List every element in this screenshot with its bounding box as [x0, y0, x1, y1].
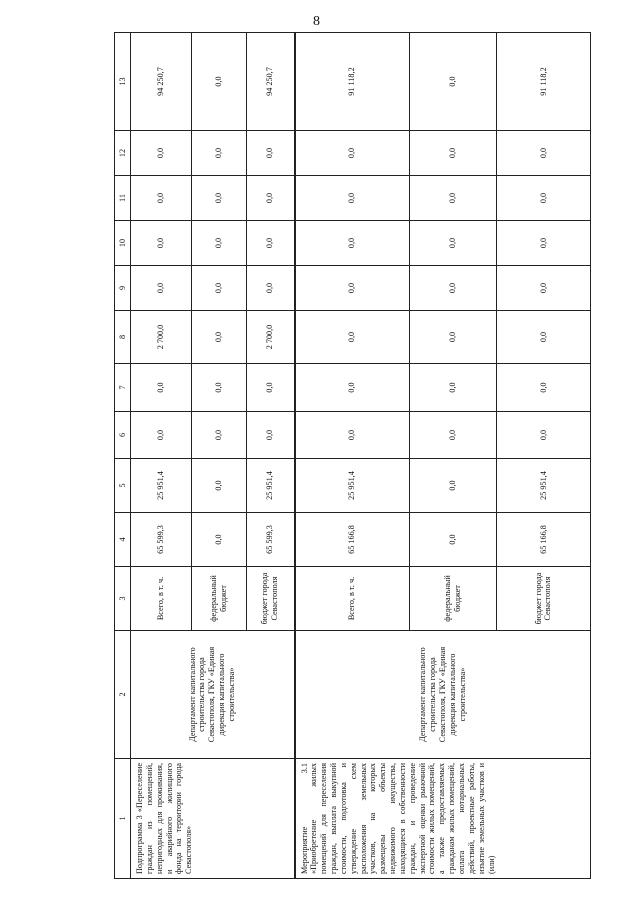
column-header-10: 10 — [115, 221, 131, 266]
value-cell: 0,0 — [295, 176, 410, 221]
value-cell: 0,0 — [191, 513, 246, 567]
value-cell: 0,0 — [131, 266, 192, 311]
column-header-9: 9 — [115, 266, 131, 311]
header-row — [115, 33, 131, 879]
column-header-13: 13 — [115, 33, 131, 131]
value-cell: 0,0 — [246, 131, 294, 176]
value-cell: 65 599,3 — [131, 513, 192, 567]
executor-cell: Департамент капитального строительства города Севастополя, ГКУ «Единая дирекция капитального строительства» — [131, 631, 295, 759]
program-title-cell: Подпрограмма 3 «Переселение граждан из помещений, непригодных для проживания, и аварийного жилищного фонда на территории города Севастополя» — [131, 759, 295, 879]
column-header-8: 8 — [115, 311, 131, 364]
value-cell: 0,0 — [409, 131, 496, 176]
table-row — [131, 33, 192, 879]
value-cell: 94 250,7 — [246, 33, 294, 131]
value-cell: 0,0 — [409, 176, 496, 221]
value-cell: 0,0 — [246, 364, 294, 412]
value-cell: 0,0 — [131, 364, 192, 412]
value-cell: 65 166,8 — [295, 513, 410, 567]
value-cell: 0,0 — [191, 131, 246, 176]
column-header-3: 3 — [115, 567, 131, 631]
funding-source-cell: бюджет города Севастополя — [246, 567, 294, 631]
column-header-5: 5 — [115, 459, 131, 513]
value-cell: 0,0 — [246, 266, 294, 311]
value-cell: 0,0 — [191, 33, 246, 131]
value-cell: 0,0 — [295, 221, 410, 266]
value-cell: 0,0 — [409, 311, 496, 364]
value-cell: 0,0 — [246, 221, 294, 266]
budget-table — [114, 32, 591, 879]
value-cell: 0,0 — [131, 131, 192, 176]
page-number: 8 — [313, 14, 320, 29]
value-cell: 0,0 — [496, 176, 590, 221]
value-cell: 0,0 — [295, 131, 410, 176]
funding-source-cell: Всего, в т. ч. — [295, 567, 410, 631]
program-title-cell: Мероприятие 3.1 «Приобретение жилых помещений для переселения граждан, выплата выкупной стоимости, подготовка и утверждение схем расположения земельных участков, на которых размещены объекты недвижимого имущества, находящиеся в собственности граждан, и проведение экспертной оценки рыночной стоимости жилых помещений, а также предоставляемых гражданам жилых помещений, оплата нотариальных действий, проектные работы, изъятие земельных участков и (или) — [295, 759, 591, 879]
value-cell: 2 700,0 — [246, 311, 294, 364]
value-cell: 0,0 — [496, 364, 590, 412]
value-cell: 0,0 — [496, 412, 590, 459]
value-cell: 2 700,0 — [131, 311, 192, 364]
value-cell: 0,0 — [409, 412, 496, 459]
value-cell: 0,0 — [191, 311, 246, 364]
value-cell: 0,0 — [496, 131, 590, 176]
value-cell: 0,0 — [295, 311, 410, 364]
value-cell: 0,0 — [191, 176, 246, 221]
column-header-1: 1 — [115, 759, 131, 879]
executor-cell: Департамент капитального строительства города Севастополя, ГКУ «Единая дирекция капитального строительства» — [295, 631, 591, 759]
rotated-table — [114, 33, 591, 879]
value-cell: 0,0 — [131, 176, 192, 221]
value-cell: 0,0 — [409, 513, 496, 567]
value-cell: 0,0 — [295, 364, 410, 412]
funding-source-cell: федеральный бюджет — [409, 567, 496, 631]
value-cell: 25 951,4 — [295, 459, 410, 513]
value-cell: 0,0 — [191, 364, 246, 412]
table-row — [295, 33, 410, 879]
value-cell: 91 118,2 — [295, 33, 410, 131]
value-cell: 0,0 — [409, 364, 496, 412]
value-cell: 65 599,3 — [246, 513, 294, 567]
column-header-11: 11 — [115, 176, 131, 221]
value-cell: 0,0 — [496, 266, 590, 311]
value-cell: 0,0 — [496, 221, 590, 266]
rotated-table-container — [114, 33, 591, 879]
value-cell: 25 951,4 — [246, 459, 294, 513]
column-header-12: 12 — [115, 131, 131, 176]
column-header-7: 7 — [115, 364, 131, 412]
column-header-2: 2 — [115, 631, 131, 759]
value-cell: 0,0 — [131, 412, 192, 459]
funding-source-cell: федеральный бюджет — [191, 567, 246, 631]
value-cell: 0,0 — [295, 412, 410, 459]
value-cell: 94 250,7 — [131, 33, 192, 131]
funding-source-cell: Всего, в т. ч. — [131, 567, 192, 631]
column-header-6: 6 — [115, 412, 131, 459]
value-cell: 0,0 — [191, 459, 246, 513]
value-cell: 0,0 — [409, 221, 496, 266]
value-cell: 65 166,8 — [496, 513, 590, 567]
value-cell: 0,0 — [295, 266, 410, 311]
value-cell: 0,0 — [409, 33, 496, 131]
value-cell: 0,0 — [246, 176, 294, 221]
funding-source-cell: бюджет города Севастополя — [496, 567, 590, 631]
value-cell: 0,0 — [246, 412, 294, 459]
value-cell: 91 118,2 — [496, 33, 590, 131]
value-cell: 0,0 — [409, 459, 496, 513]
value-cell: 0,0 — [191, 412, 246, 459]
value-cell: 0,0 — [409, 266, 496, 311]
value-cell: 0,0 — [131, 221, 192, 266]
value-cell: 0,0 — [191, 266, 246, 311]
value-cell: 0,0 — [496, 311, 590, 364]
value-cell: 25 951,4 — [131, 459, 192, 513]
value-cell: 25 951,4 — [496, 459, 590, 513]
value-cell: 0,0 — [191, 221, 246, 266]
column-header-4: 4 — [115, 513, 131, 567]
